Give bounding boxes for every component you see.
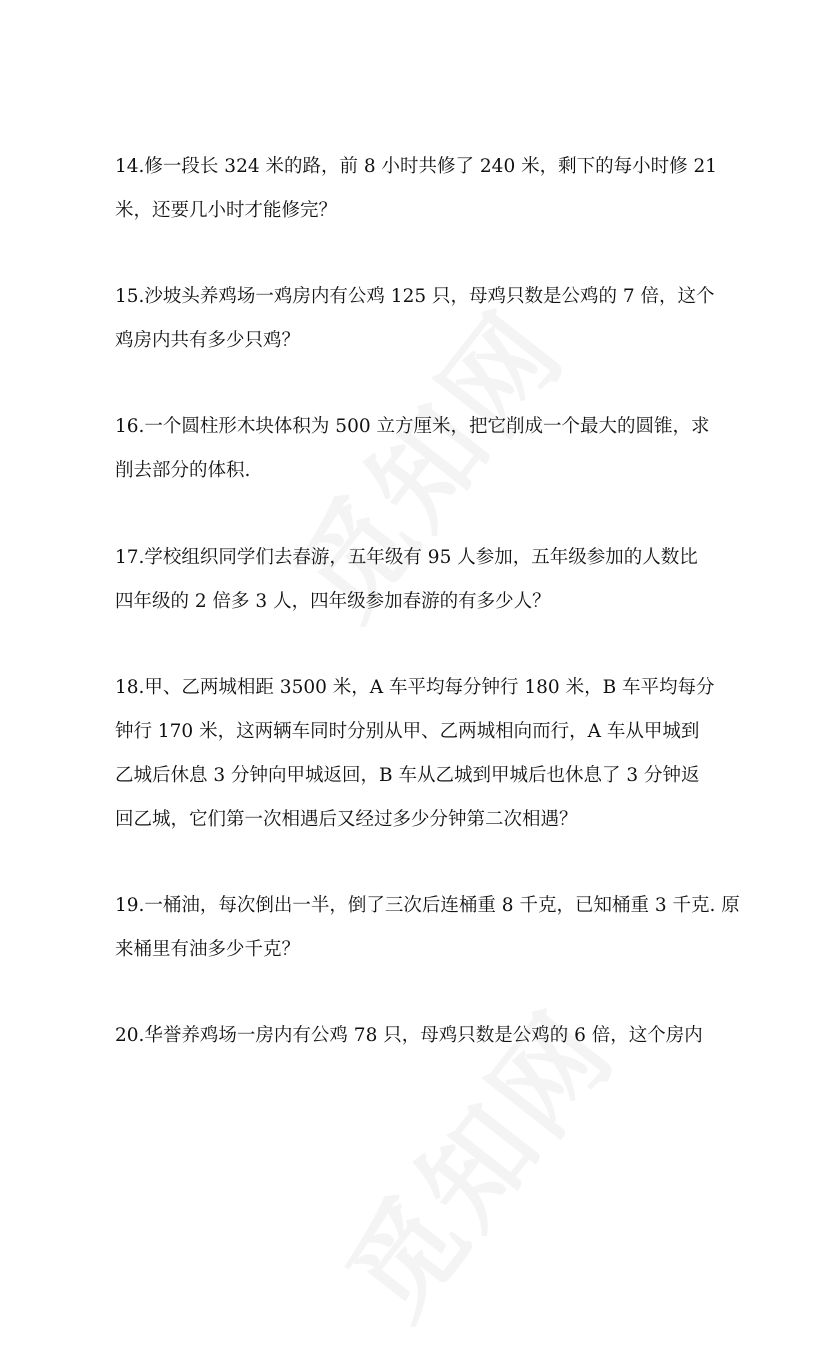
question-line: 15.沙坡头养鸡场一鸡房内有公鸡 125 只，母鸡只数是公鸡的 7 倍，这个 [115, 286, 715, 307]
question-line: 钟行 170 米，这两辆车同时分别从甲、乙两城相向而行，A 车从甲城到 [115, 721, 700, 742]
question-17 [115, 536, 715, 624]
question-19 [115, 884, 740, 972]
question-line: 14.修一段长 324 米的路，前 8 小时共修了 240 米，剩下的每小时修 21 [115, 156, 718, 177]
question-line: 18.甲、乙两城相距 3500 米，A 车平均每分钟行 180 米，B 车平均每分 [115, 677, 715, 698]
question-line: 削去部分的体积. [115, 460, 251, 481]
question-14 [115, 145, 718, 233]
question-16 [115, 405, 715, 493]
question-line: 回乙城，它们第一次相遇后又经过多少分钟第二次相遇？ [115, 809, 578, 830]
question-line: 乙城后休息 3 分钟向甲城返回，B 车从乙城到甲城后也休息了 3 分钟返 [115, 765, 700, 786]
question-line: 鸡房内共有多少只鸡？ [115, 330, 301, 351]
question-20 [115, 1014, 715, 1058]
question-line: 19.一桶油，每次倒出一半，倒了三次后连桶重 8 千克，已知桶重 3 千克. 原 [115, 895, 740, 916]
question-line: 米，还要几小时才能修完？ [115, 200, 338, 221]
question-18 [115, 666, 715, 842]
question-line: 四年级的 2 倍多 3 人，四年级参加春游的有多少人？ [115, 591, 551, 612]
question-line: 来桶里有油多少千克？ [115, 939, 301, 960]
question-line: 20.华誉养鸡场一房内有公鸡 78 只，母鸡只数是公鸡的 6 倍，这个房内 [115, 1025, 703, 1046]
question-line: 17.学校组织同学们去春游，五年级有 95 人参加，五年级参加的人数比 [115, 547, 698, 568]
question-line: 16.一个圆柱形木块体积为 500 立方厘米，把它削成一个最大的圆锥，求 [115, 416, 710, 437]
question-15 [115, 275, 715, 363]
